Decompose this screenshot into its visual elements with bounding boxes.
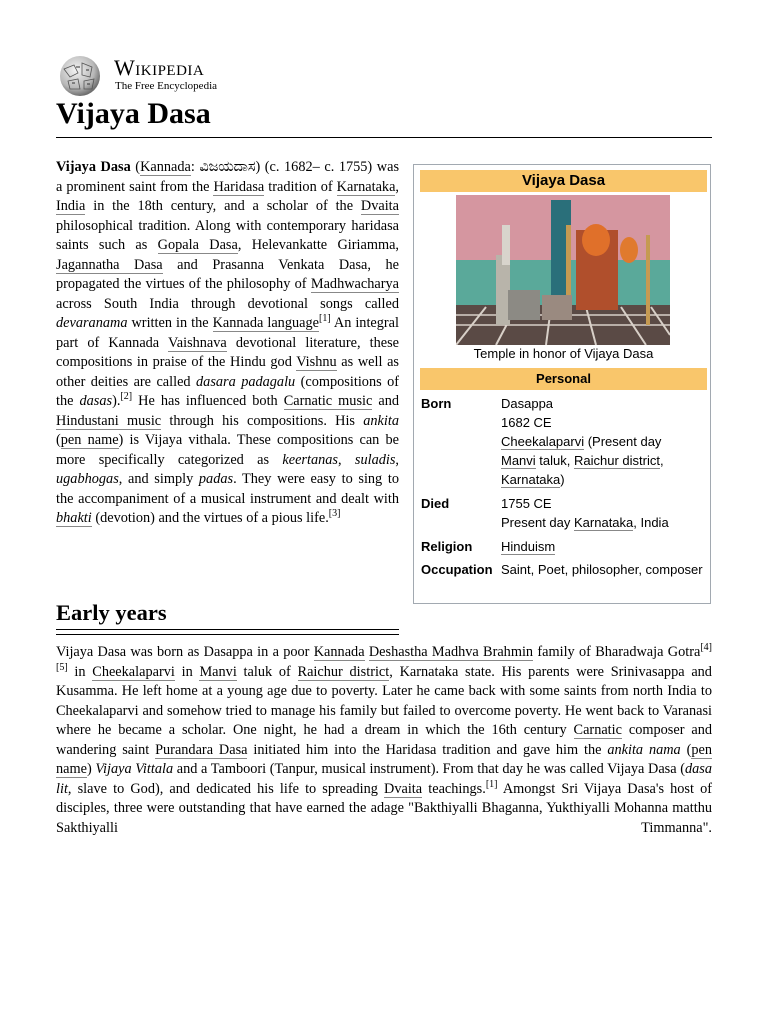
text-run: tradition of <box>264 178 337 195</box>
lead-subject: Vijaya Dasa <box>56 159 131 175</box>
text-run: composer and wandering saint <box>56 722 712 758</box>
link-dvaita-2[interactable]: Dvaita <box>384 780 423 797</box>
wikipedia-tagline: The Free Encyclopedia <box>115 80 218 92</box>
born-value <box>501 394 706 489</box>
link-pen-name-2[interactable]: pen name <box>56 741 712 777</box>
link-cheekalaparvi[interactable]: Cheekalaparvi <box>501 434 585 449</box>
text-run: ). <box>112 393 121 409</box>
link-cheekalaparvi-2[interactable]: Cheekalaparvi <box>92 663 175 680</box>
text-run: ) <box>86 761 96 777</box>
temple-photo[interactable] <box>456 195 670 345</box>
text-run: taluk, <box>535 453 574 468</box>
text-run: An integral part of Kannada <box>56 315 400 351</box>
link-karnataka-born[interactable]: Karnataka <box>501 472 561 487</box>
link-karnataka-died[interactable]: Karnataka <box>574 515 634 530</box>
text-run: in <box>67 663 93 680</box>
text-run: as well as other deities are called <box>56 354 399 390</box>
term-dasara-padagalu: dasara padagalu <box>196 373 296 390</box>
died-label: Died <box>421 496 450 511</box>
born-year: 1682 CE <box>501 415 552 430</box>
term-vijaya-vittala: Vijaya Vittala <box>95 761 174 777</box>
text-run: (Present day <box>584 434 662 449</box>
text-run: , <box>337 451 355 468</box>
link-raichur-district[interactable]: Raichur district <box>573 453 660 468</box>
text-run: initiated him into the Haridasa tradition and gave him the <box>247 741 608 758</box>
link-haridasa[interactable]: Haridasa <box>213 178 265 195</box>
text-run: taluk of <box>236 663 298 680</box>
text-run: family of Bharadwaja Gotra <box>533 644 701 660</box>
text-run: and Prasanna Venkata Dasa, he propagated the virtues of the philosophy of <box>56 256 400 292</box>
term-dasas: dasas <box>79 393 113 409</box>
died-value <box>501 494 706 532</box>
section-heading-early-years: Early years <box>56 600 167 625</box>
link-india[interactable]: India <box>56 198 86 214</box>
text-run: , <box>659 453 664 468</box>
term-suladis: suladis <box>354 451 396 468</box>
text-run: ( <box>56 432 61 448</box>
link-manvi[interactable]: Manvi <box>501 453 536 468</box>
text-run: , <box>395 451 399 468</box>
text-run: and a Tamboori (Tanpur, musical instrument). From that day he was called Vijaya Dasa ( <box>173 761 685 777</box>
text-run: and <box>372 393 399 409</box>
link-kannada-language[interactable]: Kannada language <box>212 315 319 331</box>
citation-2[interactable]: [2] <box>120 391 133 403</box>
term-ankita-nama: ankita nama <box>607 741 681 758</box>
temple-photo-illustration <box>456 195 670 345</box>
wikipedia-globe-icon <box>56 55 104 97</box>
link-madhwacharya[interactable]: Madhwacharya <box>310 276 399 292</box>
text-run: He has influenced both <box>132 393 284 409</box>
text-run: philosophical tradition. Along with contemporary haridasa saints such as <box>56 217 399 253</box>
text-run: through his compositions. His <box>161 412 364 429</box>
link-purandara-dasa[interactable]: Purandara Dasa <box>155 741 248 758</box>
text-run: , India <box>633 515 669 530</box>
text-run: (compositions of the <box>56 373 399 409</box>
section-divider <box>56 629 399 630</box>
text-run: Present day <box>501 515 574 530</box>
infobox-title: Vijaya Dasa <box>420 170 707 192</box>
occupation-value: Saint, Poet, philosopher, composer <box>501 562 703 577</box>
term-padas: padas <box>198 471 234 487</box>
link-kannada-2[interactable]: Kannada <box>313 644 365 660</box>
text-run: teachings. <box>422 780 486 797</box>
text-run: Vijaya Dasa was born as Dasappa in a poor <box>56 644 314 660</box>
link-hindustani-music[interactable]: Hindustani music <box>56 412 162 429</box>
text-run: ) <box>560 472 565 487</box>
text-run: across South India through devotional songs called <box>56 295 399 312</box>
link-deshastha-madhva-brahmin[interactable]: Deshastha Madhva Brahmin <box>368 644 534 660</box>
page-title: Vijaya Dasa <box>56 97 211 130</box>
link-pen-name[interactable]: pen name <box>60 432 119 448</box>
religion-label: Religion <box>421 539 473 554</box>
link-carnatic[interactable]: Carnatic <box>573 722 622 738</box>
text-run: devotional literature, these compositions in praise of the Hindu god <box>56 334 399 370</box>
link-jagannatha-dasa[interactable]: Jagannatha Dasa <box>56 256 163 273</box>
text-run: in <box>174 663 200 680</box>
text-run: : ವಿಜಯದಾಸ) (c. 1682– c. 1755) was a prominent saint from the <box>56 159 400 195</box>
text-run: ( <box>680 741 692 758</box>
link-karnataka[interactable]: Karnataka <box>336 178 396 195</box>
text-run: written in the <box>127 315 213 331</box>
text-run: ( <box>130 159 141 175</box>
lead-paragraph <box>56 158 399 529</box>
text-run: ) is Vijaya vithala. These compositions can be more specifically categorized as <box>56 432 399 468</box>
citation-1[interactable]: [1] <box>318 313 331 325</box>
citation-1b[interactable]: [1] <box>485 778 498 790</box>
early-years-paragraph <box>56 643 712 838</box>
text-run: . They were easy to sing to the accompaniment of a musical instrument and dealt with <box>56 471 399 507</box>
link-bhakti[interactable]: bhakti <box>56 510 92 526</box>
link-raichur-district-2[interactable]: Raichur district <box>297 663 390 680</box>
text-run: , Karnataka state. His parents were Srinivasappa and Kusamma. He left home at a young age due to poverty. Later he came back with some saints from north India to Cheekalaparvi and somehow tried to manage his family but failed to overcome poverty. He went back to Varanasi where he became a scholar. One night, he had a dream in which the 16th century <box>56 663 712 738</box>
infobox-section-personal: Personal <box>420 368 707 390</box>
term-dasa-lit: dasa lit <box>56 761 712 797</box>
wikipedia-logo[interactable] <box>56 53 256 97</box>
text-run: in the 18th century, and a scholar of the <box>85 198 361 214</box>
born-label: Born <box>421 396 452 411</box>
section-divider-2 <box>56 634 399 635</box>
term-ugabhogas: ugabhogas <box>56 471 119 487</box>
link-carnatic-music[interactable]: Carnatic music <box>283 393 373 409</box>
born-name: Dasappa <box>501 396 554 411</box>
link-vaishnava[interactable]: Vaishnava <box>168 334 227 351</box>
infobox <box>413 164 711 604</box>
photo-caption: Temple in honor of Vijaya Dasa <box>473 346 654 361</box>
citation-4-5[interactable]: [4][5] <box>56 642 712 673</box>
link-gopala-dasa[interactable]: Gopala Dasa <box>157 237 238 253</box>
term-keertanas: keertanas <box>282 451 338 468</box>
text-run: , Helevankatte Giriamma, <box>237 237 399 253</box>
text-run: , <box>395 178 399 195</box>
wikipedia-wordmark: Wikipedia <box>114 55 205 80</box>
term-ankita: ankita <box>363 412 399 429</box>
died-year: 1755 CE <box>501 496 552 511</box>
title-divider <box>56 137 712 138</box>
link-hinduism[interactable]: Hinduism <box>501 539 556 554</box>
citation-3[interactable]: [3] <box>328 508 341 520</box>
link-dvaita[interactable]: Dvaita <box>360 198 399 214</box>
link-manvi-2[interactable]: Manvi <box>199 663 237 680</box>
link-kannada[interactable]: Kannada <box>140 159 191 175</box>
term-devaranama: devaranama <box>56 315 128 331</box>
text-run: Amongst Sri Vijaya Dasa's host of disciples, three were outstanding that have earned the adage "Bakthiyalli Bhaganna, Yukthiyalli Mohanna matthu Sakthiyalli Timmanna". <box>56 780 712 836</box>
text-run: , slave to God), and dedicated his life to spreading <box>67 780 385 797</box>
link-vishnu[interactable]: Vishnu <box>296 354 337 370</box>
text-run: , and simply <box>118 471 199 487</box>
occupation-label: Occupation <box>421 562 493 577</box>
text-run: (devotion) and the virtues of a pious life. <box>91 510 329 526</box>
